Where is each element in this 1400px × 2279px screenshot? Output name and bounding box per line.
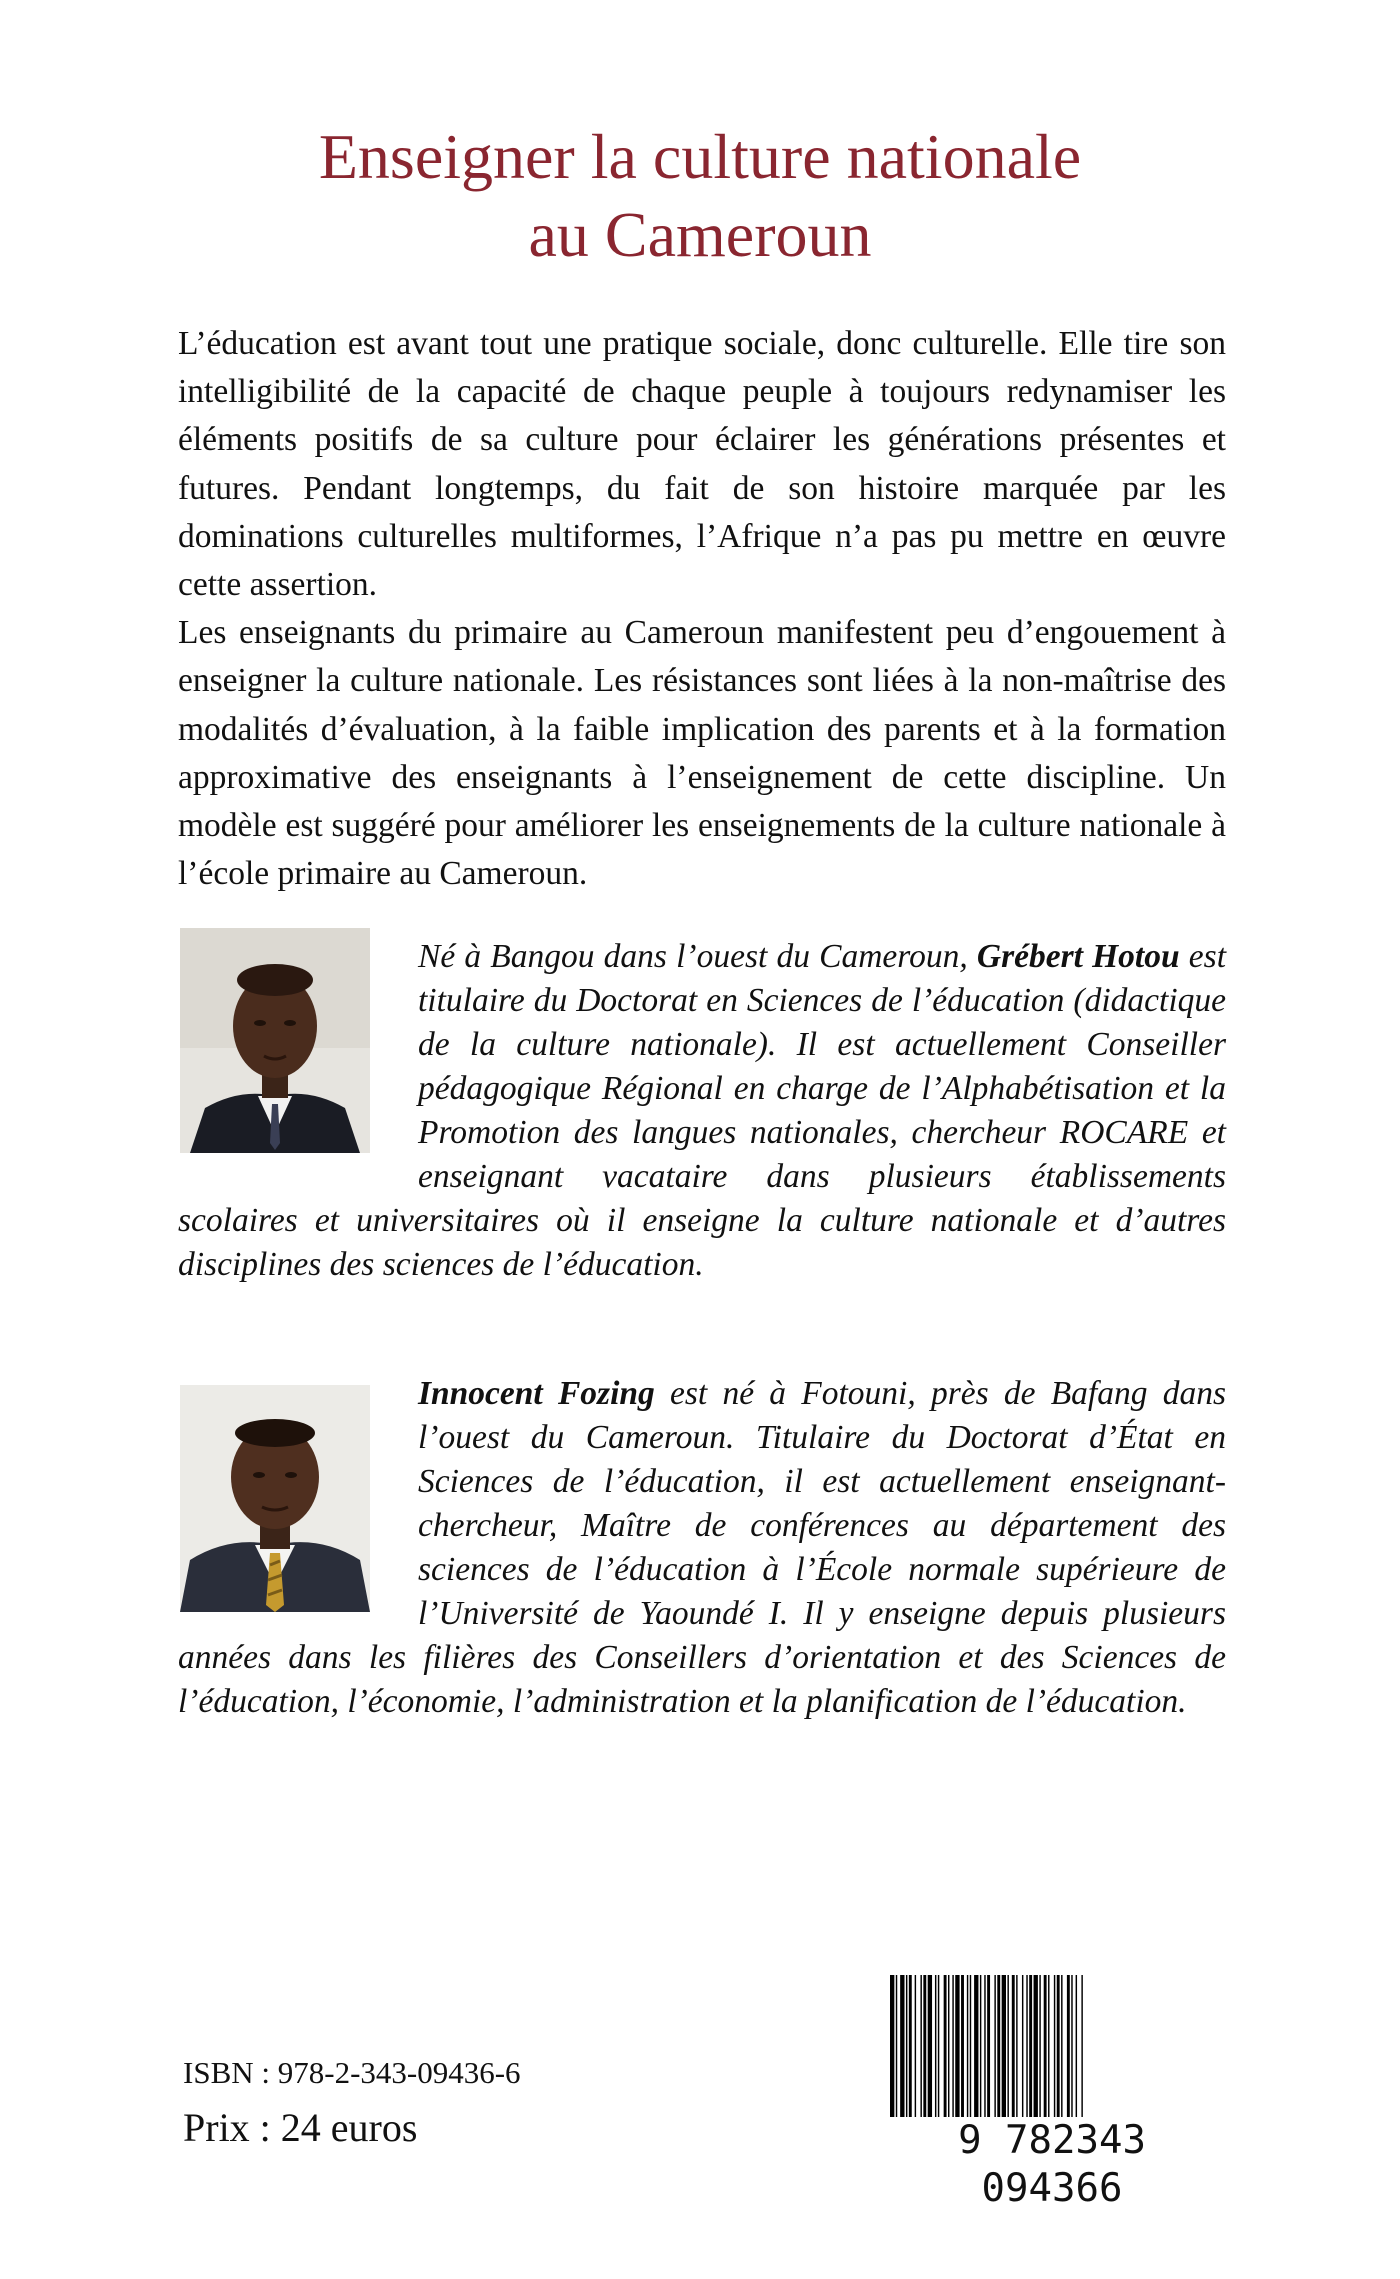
- summary-paragraph-2: Les enseignants du primaire au Cameroun manifestent peu d’engouement à enseigner la culture nationale. Les résistances sont liées à la non-maîtrise des modalités d’évaluation, à la faible implication des parents et à la formation approximative des enseignants à l’enseignement de cette discipline. Un modèle est suggéré pour améliorer les enseignements de la culture nationale à l’école primaire au Cameroun.: [178, 614, 1226, 893]
- barcode-bar: [1067, 1975, 1070, 2125]
- isbn: ISBN : 978-2-343-09436-6: [183, 2055, 521, 2090]
- barcode-bar: [1026, 1975, 1027, 2125]
- barcode-bar: [890, 1975, 894, 2125]
- barcode-bar: [920, 1975, 921, 2125]
- barcode-bar: [906, 1975, 907, 2125]
- book-title: [0, 118, 1400, 274]
- barcode-bar: [984, 1975, 985, 2125]
- barcode-bar: [1076, 1975, 1077, 2125]
- barcode-bar: [1039, 1975, 1040, 2125]
- barcode-bar: [997, 1975, 1000, 2125]
- author-bio-fozing: [178, 1372, 1226, 1724]
- book-title-line2: au Cameroun: [528, 199, 872, 270]
- barcode-bar: [1029, 1975, 1032, 2125]
- barcode-bar: [900, 1975, 904, 2125]
- barcode-bar: [970, 1975, 971, 2125]
- barcode-bar: [938, 1975, 939, 2125]
- barcode-bar: [994, 1975, 995, 2125]
- author2-text: est né à Fotouni, près de Bafang dans l’ouest du Cameroun. Titulaire du Doctorat d’État en Sciences de l’éducation, il est actuellement enseignant-chercheur, Maître de conférences au département des sciences de l’éducation à l’École normale supérieure de l’Université de Yaoundé I. Il y enseigne depuis plusieurs années dans les filières des Conseillers d’orientation et des Sciences de l’éducation, l’économie, l’administration et la planification de l’éducation.: [178, 1375, 1227, 1720]
- barcode-bar: [923, 1975, 926, 2125]
- barcode-bar: [948, 1975, 949, 2125]
- author-bio-hotou: [178, 935, 1226, 1287]
- author1-intro: Né à Bangou dans l’ouest du Cameroun,: [418, 938, 977, 975]
- barcode-bar: [1007, 1975, 1008, 2125]
- barcode-bar: [1012, 1975, 1015, 2125]
- barcode-bar: [1057, 1975, 1060, 2125]
- summary-paragraph-1: L’éducation est avant tout une pratique sociale, donc culturelle. Elle tire son intelligibilité de la capacité de chaque peuple à toujours redynamiser les éléments positifs de sa culture pour éclairer les générations présentes et futures. Pendant longtemps, du fait de son histoire marquée par les dominations culturelles multiformes, l’Afrique n’a pas pu mettre en œuvre cette assertion.: [178, 325, 1226, 604]
- barcode-bar: [974, 1975, 978, 2125]
- barcode-bar: [955, 1975, 959, 2125]
- photo-spacer: [178, 1372, 418, 1628]
- barcode-bar: [961, 1975, 964, 2125]
- barcode-bar: [952, 1975, 953, 2125]
- barcode-bar: [896, 1975, 897, 2125]
- book-title-line1: Enseigner la culture nationale: [318, 121, 1082, 192]
- barcode-bar: [1022, 1975, 1023, 2125]
- price: Prix : 24 euros: [183, 2105, 418, 2150]
- barcode-digits: 9 782343 094366: [876, 2117, 1228, 2213]
- author1-name: Grébert Hotou: [976, 938, 1180, 975]
- barcode-bar: [935, 1975, 936, 2125]
- barcode-bar: [944, 1975, 947, 2125]
- barcode-bar: [1044, 1975, 1047, 2125]
- author2-name: Innocent Fozing: [418, 1375, 655, 1412]
- book-summary: [178, 320, 1226, 898]
- barcode-bar: [987, 1975, 990, 2125]
- barcode-bar: [1016, 1975, 1017, 2125]
- barcode-bar: [1034, 1975, 1038, 2125]
- photo-spacer: [178, 935, 418, 1191]
- barcode-bar: [1054, 1975, 1055, 2125]
- barcode-bar: [915, 1975, 916, 2125]
- barcode-bar: [1081, 1975, 1082, 2125]
- barcode-bar: [928, 1975, 932, 2125]
- barcode-bar: [967, 1975, 968, 2125]
- barcode-bar: [909, 1975, 912, 2125]
- barcode-bar: [1061, 1975, 1062, 2125]
- author1-text: est titulaire du Doctorat en Sciences de l’éducation (didactique de la culture nationale). Il est actuellement Conseiller pédagogique Régional en charge de l’Alphabétisation et la Promotion des langues nationales, chercheur ROCARE et enseignant vacataire dans plusieurs établissements scolaires et universitaires où il enseigne la culture nationale et d’autres disciplines des sciences de l’éducation.: [178, 938, 1227, 1283]
- barcode-bar: [1002, 1975, 1006, 2125]
- barcode-bar: [980, 1975, 981, 2125]
- barcode-bar: [1071, 1975, 1072, 2125]
- barcode-bar: [1048, 1975, 1049, 2125]
